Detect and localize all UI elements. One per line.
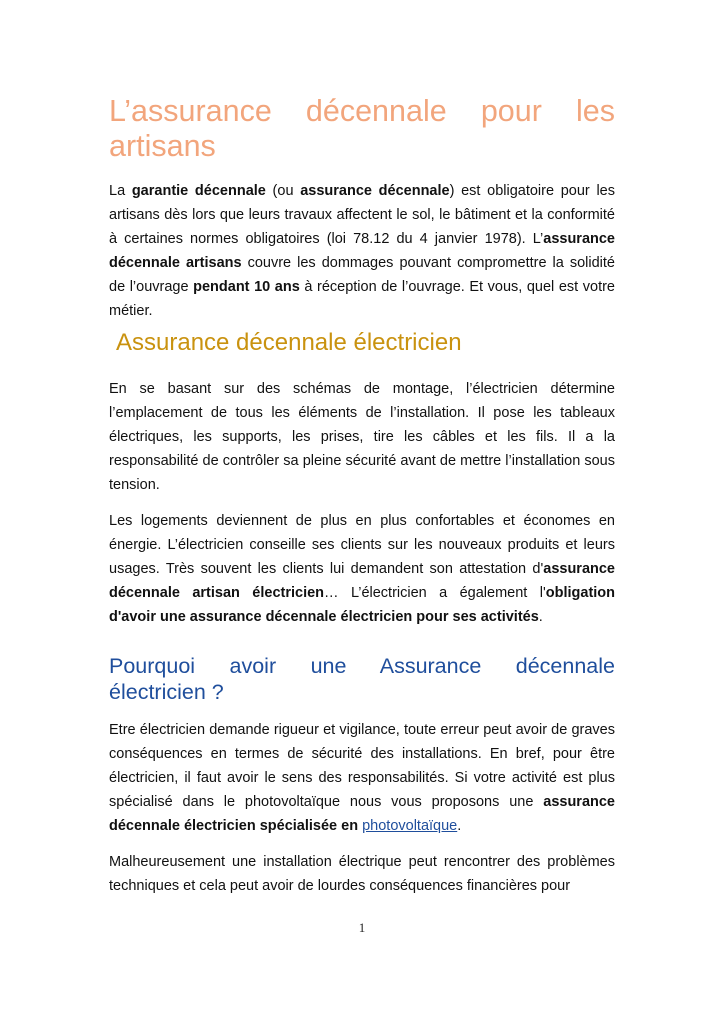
s2p1-text-3: . <box>457 818 462 834</box>
intro-paragraph <box>109 179 615 323</box>
section-heading-electricien: Assurance décennale électricien <box>116 329 462 356</box>
intro-bold-2: assurance décennale <box>300 183 450 199</box>
s1p2-text-1: Les logements deviennent de plus en plus confortables et économes en énergie. L’électricien conseille ses clients sur les nouveaux produits et leurs usages. Très souvent les clients lui demandent son attestation d' <box>109 513 615 577</box>
intro-bold-1: garantie décennale <box>131 183 266 199</box>
section-heading-pourquoi-line-2: électricien ? <box>109 680 224 704</box>
s1p2-bold-2: obligation d'avoir une assurance décennale électricien pour ses activités <box>109 585 616 625</box>
photovoltaique-link[interactable]: photovoltaïque <box>362 818 458 834</box>
page-title <box>109 94 615 164</box>
section-heading-pourquoi-line-1: Pourquoi avoir une Assurance décennale <box>109 654 615 678</box>
section1-paragraph-2 <box>109 509 615 629</box>
intro-bold-4: pendant 10 ans <box>193 279 300 295</box>
intro-text-3: ) est obligatoire pour les artisans dès lors que leurs travaux affectent le sol, le bâtiment et la conformité à certaines normes obligatoires (loi 78.12 du 4 janvier 1978). L’ <box>109 183 615 247</box>
intro-text-4: couvre les dommages pouvant compromettre la solidité de l’ouvrage <box>109 255 615 295</box>
section-heading-pourquoi <box>109 653 615 705</box>
s1p2-bold-1: assurance décennale artisan électricien <box>109 561 615 601</box>
intro-bold-3: assurance décennale artisans <box>109 231 615 271</box>
page-title-line-1: L’assurance décennale pour les <box>109 94 615 128</box>
page-content <box>109 94 615 898</box>
page-title-line-2: artisans <box>109 129 216 163</box>
intro-text-2: (ou <box>265 183 301 199</box>
section2-paragraph-1 <box>109 718 615 838</box>
intro-text-5: à réception de l’ouvrage. Et vous, quel est votre métier. <box>109 279 616 319</box>
s2p1-text-1: Etre électricien demande rigueur et vigilance, toute erreur peut avoir de graves conséquences en termes de sécurité des installations. En bref, pour être électricien, il faut avoir le sens des responsabilités. Si votre activité est plus spécialisé dans le photovoltaïque nous vous proposons une <box>109 722 615 810</box>
s1p2-text-3: . <box>538 609 543 625</box>
page-number: 1 <box>358 920 366 935</box>
s2p1-bold-1: assurance décennale électricien spécialisée en <box>109 794 615 834</box>
s1p2-text-2: … L’électricien a également l' <box>324 585 546 601</box>
section1-paragraph-1: En se basant sur des schémas de montage, l’électricien détermine l’emplacement de tous les éléments de l’installation. Il pose les tableaux électriques, les supports, les prises, tire les câbles et les fils. Il a la responsabilité de contrôler sa pleine sécurité avant de mettre l’installation sous tension. <box>109 381 615 493</box>
intro-text-1: La <box>109 183 132 199</box>
section2-paragraph-2: Malheureusement une installation électrique peut rencontrer des problèmes techniques et cela peut avoir de lourdes conséquences financières pour <box>109 854 615 894</box>
